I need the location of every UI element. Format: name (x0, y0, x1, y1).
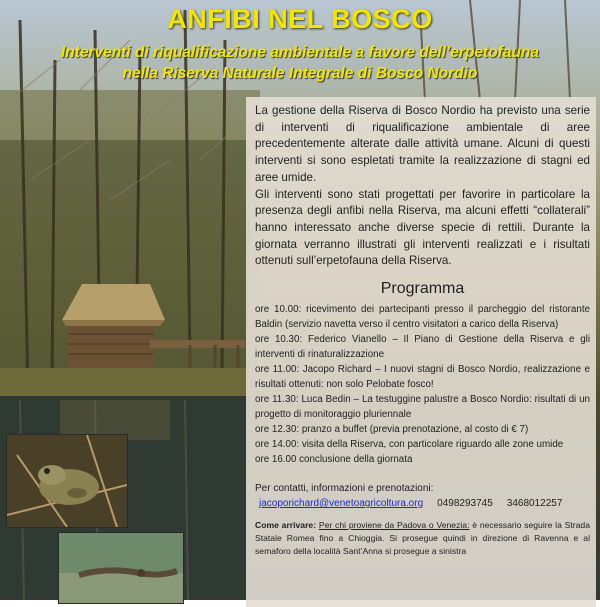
phone-number-1: 0498293745 (437, 498, 493, 510)
program-list (255, 302, 590, 467)
arrival-text: è necessario seguire la Strada Statale Romea fino a Chioggia. Si prosegue quindi in direzione di Ravenna e al semaforo della località Sant’Anna si prosegue a sinistra (255, 520, 590, 557)
subtitle-line-1: Interventi di riqualificazione ambientale a favore dell’erpetofauna (60, 44, 540, 61)
email-link[interactable]: jacoporichard@venetoagricoltura.org (259, 498, 424, 510)
program-item: ore 10.30: Federico Vianello – Il Piano di Gestione della Riserva e gli interventi di rinaturalizzazione (255, 334, 590, 361)
program-item: ore 12.30: pranzo a buffet (previa prenotazione, al costo di € 7) (255, 424, 529, 436)
subtitle-line-2: nella Riserva Naturale Integrale di Bosco Nordio (122, 65, 478, 82)
arrival-directions (255, 519, 590, 558)
arrival-origin: Per chi proviene da Padova o Venezia: (318, 520, 470, 531)
info-panel (246, 97, 596, 607)
newt-photo (58, 532, 184, 604)
frog-photo (6, 434, 128, 528)
intro-paragraph-2: Gli interventi sono stati progettati per favorire in particolare la presenza degli anfibi nella Riserva, ma alcuni effetti “collaterali” hanno interessato anche diverse specie di rettili. Durante la giornata verranno illustrati gli interventi realizzati e i risultati ottenuti sull’erpetofauna della Riserva. (255, 187, 590, 268)
page-title: ANFIBI NEL BOSCO (167, 4, 433, 34)
arrival-label: Come arrivare: (255, 520, 317, 531)
program-item: ore 11.30: Luca Bedin – La testuggine palustre a Bosco Nordio: risultati di un progetto di monitoraggio pluriennale (255, 394, 590, 421)
program-item: ore 11.00: Jacopo Richard – I nuovi stagni di Bosco Nordio, realizzazione e risultati ottenuti: non solo Pelobate fosco! (255, 364, 590, 391)
program-item: ore 14.00: visita della Riserva, con particolare riguardo alle zone umide (255, 439, 564, 451)
phone-number-2: 3468012257 (506, 498, 563, 510)
contacts-label: Per contatti, informazioni e prenotazioni: (255, 483, 434, 495)
contacts-row (255, 496, 590, 511)
program-item: ore 10.00: ricevimento dei partecipanti presso il parcheggio del ristorante Baldin (servizio navetta verso il centro visitatori a carico della Riserva) (255, 304, 590, 331)
program-heading: Programma (380, 280, 465, 298)
program-item: ore 16.00 conclusione della giornata (255, 454, 413, 466)
intro-paragraph-1: La gestione della Riserva di Bosco Nordio ha previsto una serie di interventi di riqualificazione ambientale di aree precedentemente alterate dalle attività umane. Alcuni di questi interventi si sono espletati tramite la realizzazione di stagni ed aree umide. (255, 104, 590, 184)
page-subtitle (0, 42, 600, 84)
contacts-section (255, 481, 590, 511)
